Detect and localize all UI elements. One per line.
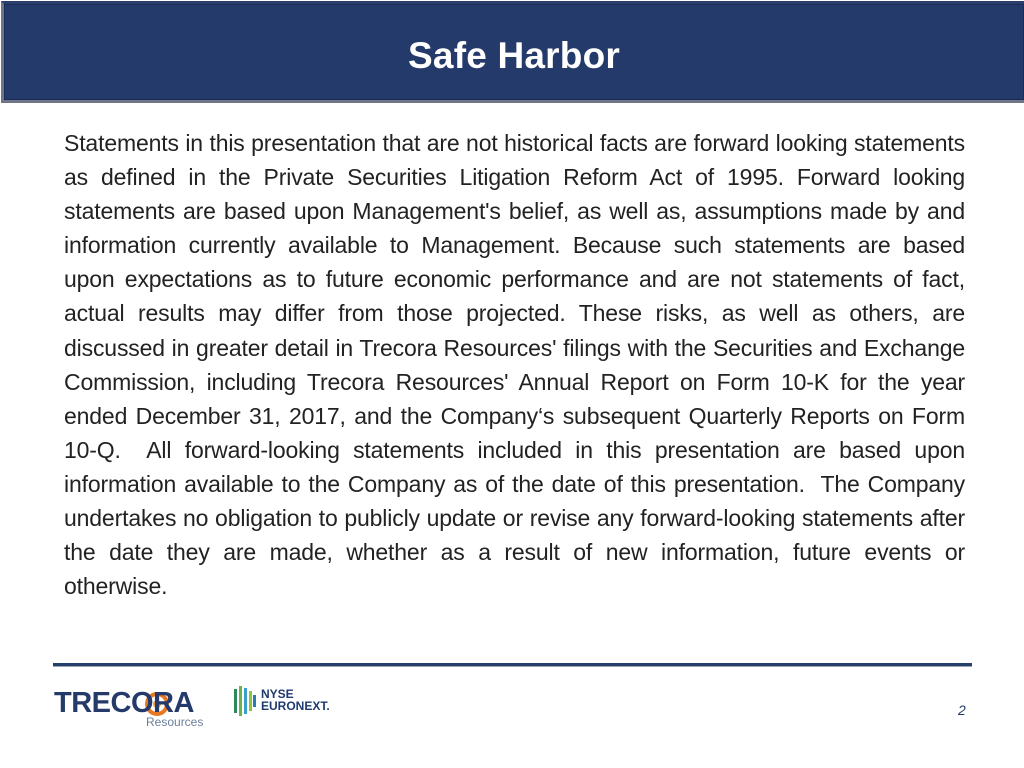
trecora-logo <box>54 688 204 732</box>
nyse-euronext-logo <box>232 685 342 719</box>
footer-divider <box>53 663 972 667</box>
nyse-line-2: EURONEXT. <box>261 699 330 713</box>
page-number: 2 <box>958 702 966 718</box>
trecora-subtitle: Resources <box>146 715 204 729</box>
trecora-wordmark: TRECORA <box>54 687 194 719</box>
title-bar <box>1 1 1024 103</box>
slide-title: Safe Harbor <box>408 35 620 76</box>
nyse-line-1: NYSE <box>261 687 294 701</box>
safe-harbor-statement: Statements in this presentation that are not historical facts are forward looking statements as defined in the Private Securities Litigation Reform Act of 1995. Forward looking statements are based upon Management's belief, as well as, assumptions made by and information currently available to Management. Because such statements are based upon expectations as to future economic performance and are not statements of fact, actual results may differ from those projected. These risks, as well as others, are discussed in greater detail in Trecora Resources' filings with the Securities and Exchange Commission, including Trecora Resources' Annual Report on Form 10-K for the year ended December 31, 2017, and the Company‘s subsequent Quarterly Reports on Form 10-Q. All forward-looking statements included in this presentation are based upon information available to the Company as of the date of this presentation. The Company undertakes no obligation to publicly update or revise any forward-looking statements after the date they are made, whether as a result of new information, future events or otherwise. <box>64 130 972 600</box>
nyse-euronext-icon <box>232 685 258 717</box>
